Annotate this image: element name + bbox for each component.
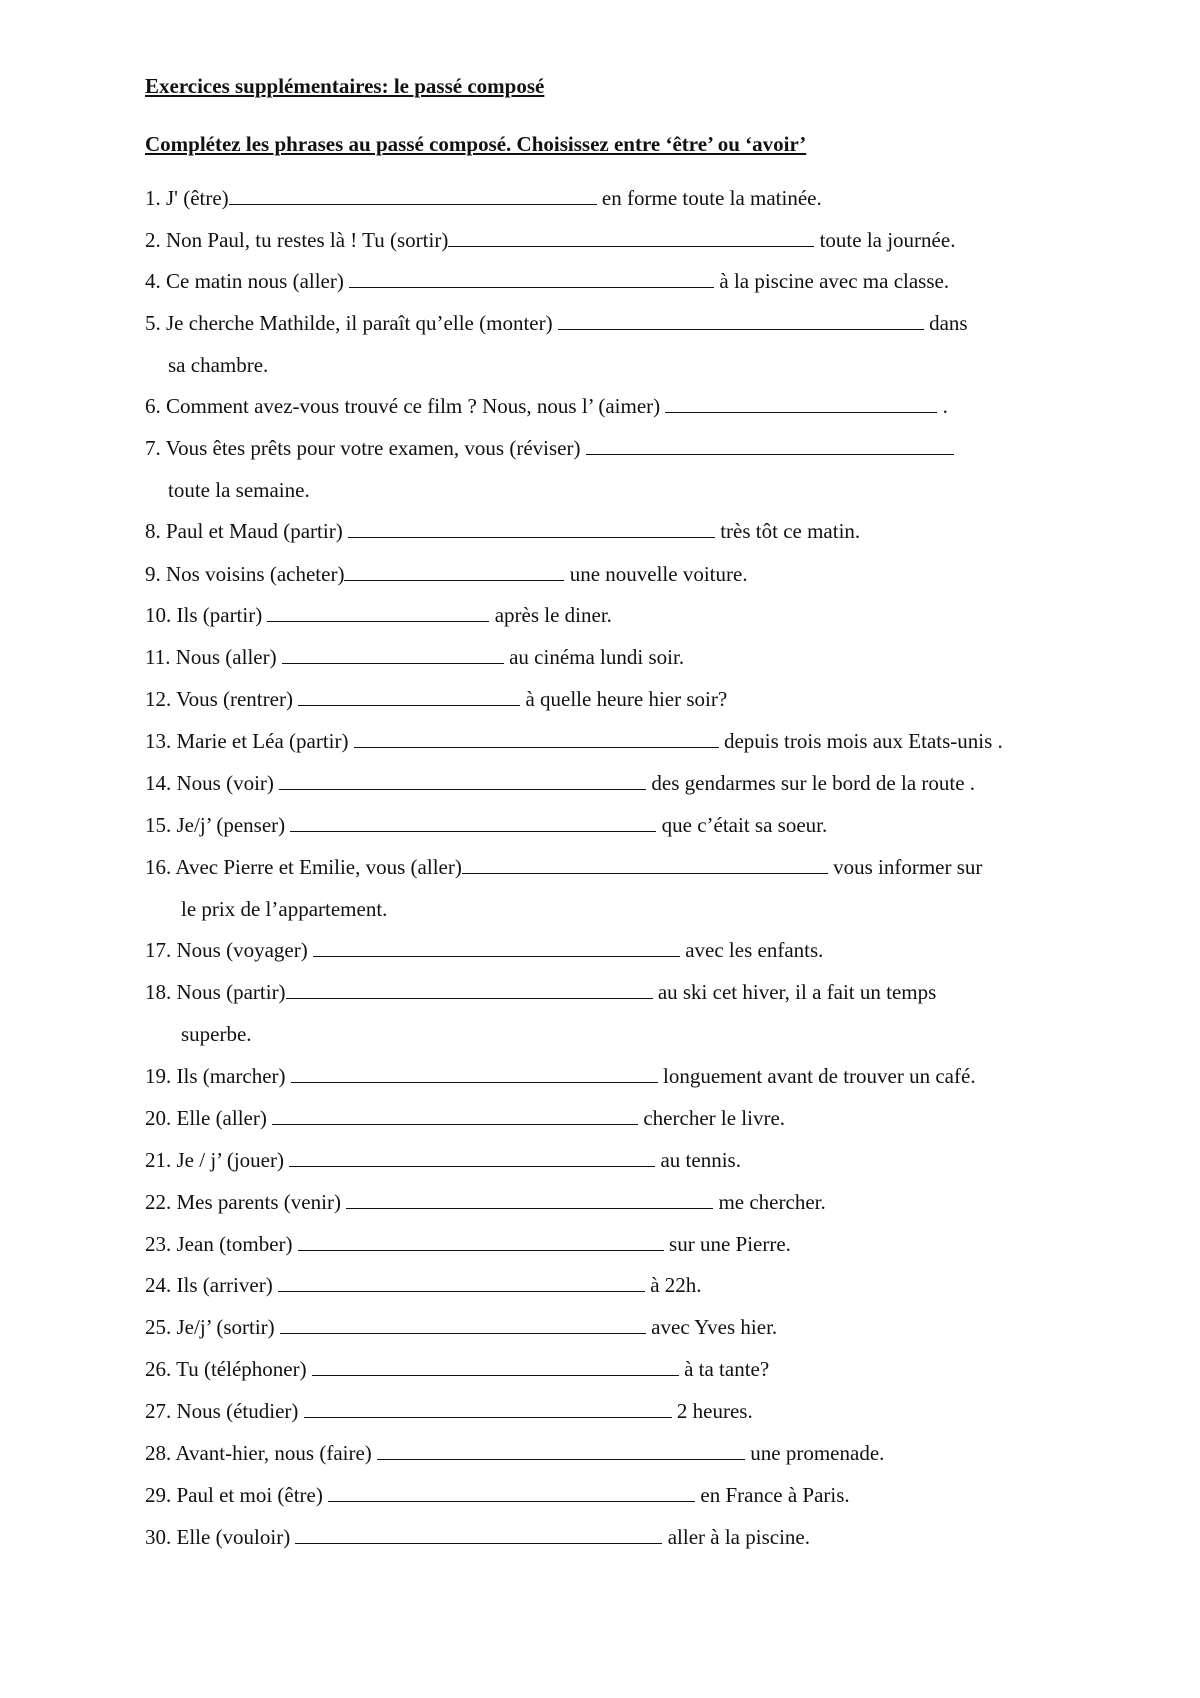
answer-blank[interactable] <box>291 1080 658 1083</box>
exercise-ending: 2 heures. <box>671 1399 753 1423</box>
exercise-ending: des gendarmes sur le bord de la route . <box>646 771 976 795</box>
answer-blank[interactable] <box>312 1373 679 1376</box>
exercise-ending: après le diner. <box>489 603 612 627</box>
exercise-item <box>145 771 975 795</box>
exercise-item <box>145 562 748 586</box>
exercise-continuation: le prix de l’appartement. <box>181 897 388 921</box>
exercise-item <box>145 1190 826 1214</box>
answer-blank[interactable] <box>348 535 715 538</box>
exercise-ending: une promenade. <box>745 1441 885 1465</box>
answer-blank[interactable] <box>344 578 564 581</box>
exercise-item <box>145 938 823 962</box>
exercise-prompt: 9. Nos voisins (acheter) <box>145 562 345 586</box>
exercise-item <box>145 436 954 460</box>
exercise-prompt: 4. Ce matin nous (aller) <box>145 269 350 293</box>
answer-blank[interactable] <box>289 1164 655 1167</box>
answer-blank[interactable] <box>304 1415 672 1418</box>
exercise-prompt: 1. J' (être) <box>145 186 229 210</box>
exercise-ending: en forme toute la matinée. <box>596 186 822 210</box>
exercise-ending: au cinéma lundi soir. <box>503 645 685 669</box>
exercise-ending: à 22h. <box>644 1273 702 1297</box>
answer-blank[interactable] <box>298 703 520 706</box>
exercise-item <box>145 687 727 711</box>
exercise-prompt: 8. Paul et Maud (partir) <box>145 519 348 543</box>
exercise-item <box>145 186 822 210</box>
exercise-ending: vous informer sur <box>827 855 983 879</box>
answer-blank[interactable] <box>278 1289 645 1292</box>
exercise-ending: à ta tante? <box>678 1357 770 1381</box>
answer-blank[interactable] <box>267 619 489 622</box>
exercise-ending: avec Yves hier. <box>645 1315 778 1339</box>
exercise-prompt: 25. Je/j’ (sortir) <box>145 1315 280 1339</box>
exercise-ending: longuement avant de trouver un café. <box>657 1064 976 1088</box>
exercise-ending: très tôt ce matin. <box>714 519 861 543</box>
worksheet-instruction: Complétez les phrases au passé composé. Choisissez entre ‘être’ ou ‘avoir’ <box>145 132 807 156</box>
answer-blank[interactable] <box>349 285 714 288</box>
exercise-continuation: superbe. <box>181 1022 252 1046</box>
exercise-ending: dans <box>923 311 968 335</box>
exercise-item <box>145 1064 976 1088</box>
exercise-prompt: 16. Avec Pierre et Emilie, vous (aller) <box>145 855 462 879</box>
exercise-item <box>145 1441 884 1465</box>
exercise-ending: me chercher. <box>713 1190 826 1214</box>
exercise-ending: au ski cet hiver, il a fait un temps <box>652 980 937 1004</box>
exercise-prompt: 20. Elle (aller) <box>145 1106 273 1130</box>
answer-blank[interactable] <box>346 1206 713 1209</box>
exercise-ending: chercher le livre. <box>638 1106 786 1130</box>
exercise-prompt: 11. Nous (aller) <box>145 645 282 669</box>
exercise-item <box>145 1525 810 1549</box>
answer-blank[interactable] <box>290 829 656 832</box>
answer-blank[interactable] <box>282 661 504 664</box>
exercise-prompt: 10. Ils (partir) <box>145 603 268 627</box>
exercise-item <box>145 311 968 335</box>
exercise-prompt: 26. Tu (téléphoner) <box>145 1357 312 1381</box>
exercise-ending: aller à la piscine. <box>662 1525 810 1549</box>
answer-blank[interactable] <box>279 787 646 790</box>
exercise-item <box>145 645 684 669</box>
answer-blank[interactable] <box>586 452 954 455</box>
exercise-prompt: 13. Marie et Léa (partir) <box>145 729 354 753</box>
exercise-prompt: 27. Nous (étudier) <box>145 1399 304 1423</box>
exercise-ending: au tennis. <box>655 1148 741 1172</box>
exercise-item <box>145 1357 769 1381</box>
exercise-prompt: 21. Je / j’ (jouer) <box>145 1148 290 1172</box>
answer-blank[interactable] <box>448 244 814 247</box>
exercise-item <box>145 980 936 1004</box>
exercise-ending: une nouvelle voiture. <box>564 562 748 586</box>
exercise-prompt: 19. Ils (marcher) <box>145 1064 291 1088</box>
exercise-prompt: 29. Paul et moi (être) <box>145 1483 329 1507</box>
answer-blank[interactable] <box>328 1499 695 1502</box>
exercise-ending: sur une Pierre. <box>663 1232 791 1256</box>
answer-blank[interactable] <box>377 1457 745 1460</box>
exercise-ending: avec les enfants. <box>679 938 824 962</box>
answer-blank[interactable] <box>272 1122 638 1125</box>
answer-blank[interactable] <box>665 410 937 413</box>
answer-blank[interactable] <box>298 1248 664 1251</box>
exercise-prompt: 28. Avant-hier, nous (faire) <box>145 1441 378 1465</box>
exercise-item <box>145 603 612 627</box>
exercise-prompt: 22. Mes parents (venir) <box>145 1190 347 1214</box>
exercise-item <box>145 1148 741 1172</box>
worksheet-title: Exercices supplémentaires: le passé composé <box>145 74 545 98</box>
answer-blank[interactable] <box>558 327 924 330</box>
exercise-item <box>145 519 860 543</box>
exercise-prompt: 2. Non Paul, tu restes là ! Tu (sortir) <box>145 228 449 252</box>
exercise-ending: à la piscine avec ma classe. <box>714 269 950 293</box>
exercise-prompt: 14. Nous (voir) <box>145 771 280 795</box>
exercise-item <box>145 1273 702 1297</box>
exercise-prompt: 6. Comment avez-vous trouvé ce film ? Nous, nous l’ (aimer) <box>145 394 666 418</box>
exercise-prompt: 17. Nous (voyager) <box>145 938 313 962</box>
exercise-continuation: toute la semaine. <box>168 478 310 502</box>
exercise-continuation: sa chambre. <box>168 353 269 377</box>
exercise-ending: . <box>937 394 948 418</box>
exercise-prompt: 23. Jean (tomber) <box>145 1232 298 1256</box>
answer-blank[interactable] <box>462 871 828 874</box>
exercise-ending: toute la journée. <box>814 228 956 252</box>
answer-blank[interactable] <box>313 954 680 957</box>
exercise-ending: depuis trois mois aux Etats-unis . <box>718 729 1003 753</box>
exercise-item <box>145 269 949 293</box>
exercise-item <box>145 228 955 252</box>
exercise-item <box>145 1315 777 1339</box>
exercise-ending: à quelle heure hier soir? <box>520 687 728 711</box>
exercise-item <box>145 1232 791 1256</box>
exercise-prompt: 12. Vous (rentrer) <box>145 687 299 711</box>
exercise-prompt: 7. Vous êtes prêts pour votre examen, vous (réviser) <box>145 436 586 460</box>
exercise-item <box>145 855 982 879</box>
answer-blank[interactable] <box>280 1331 646 1334</box>
answer-blank[interactable] <box>229 202 597 205</box>
exercise-item <box>145 813 827 837</box>
exercise-prompt: 18. Nous (partir) <box>145 980 286 1004</box>
exercise-item <box>145 1106 785 1130</box>
exercise-item <box>145 729 1003 753</box>
exercise-prompt: 5. Je cherche Mathilde, il paraît qu’elle (monter) <box>145 311 558 335</box>
answer-blank[interactable] <box>295 1541 662 1544</box>
answer-blank[interactable] <box>354 745 719 748</box>
exercise-item <box>145 1399 753 1423</box>
exercise-prompt: 24. Ils (arriver) <box>145 1273 278 1297</box>
exercise-prompt: 30. Elle (vouloir) <box>145 1525 296 1549</box>
exercise-prompt: 15. Je/j’ (penser) <box>145 813 291 837</box>
exercise-ending: que c’était sa soeur. <box>656 813 828 837</box>
exercise-ending: en France à Paris. <box>695 1483 850 1507</box>
exercise-item <box>145 1483 850 1507</box>
answer-blank[interactable] <box>286 996 653 999</box>
exercise-item <box>145 394 948 418</box>
